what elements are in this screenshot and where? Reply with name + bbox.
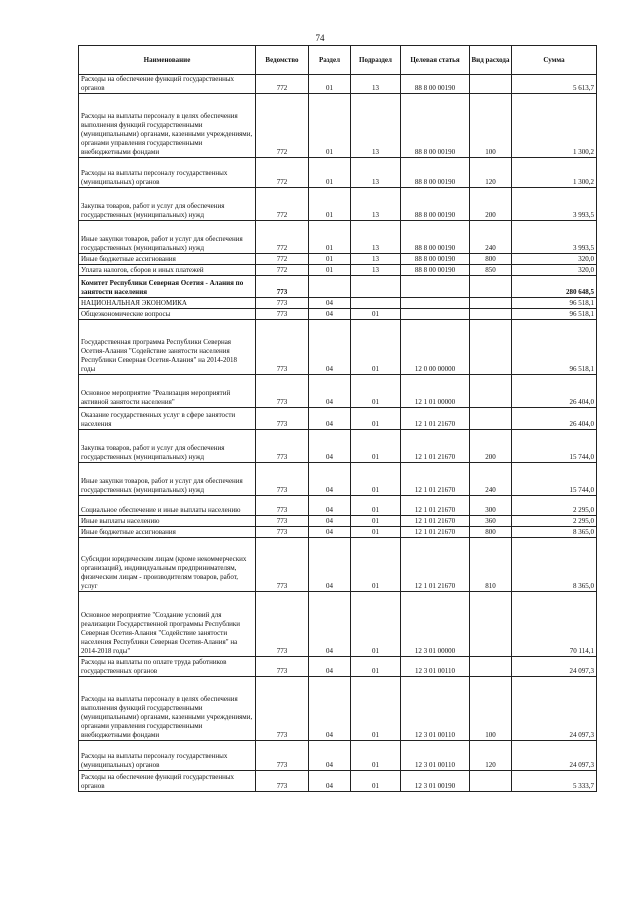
cell-summa: 5 613,7	[512, 75, 597, 94]
cell-razdel: 04	[309, 496, 351, 516]
cell-summa: 15 744,0	[512, 430, 597, 463]
cell-statya: 12 1 01 21670	[401, 496, 470, 516]
cell-ved: 773	[256, 463, 309, 496]
cell-name: Расходы на обеспечение функций государственных органов	[79, 771, 256, 792]
cell-ved: 773	[256, 430, 309, 463]
cell-statya	[401, 298, 470, 309]
cell-ved: 772	[256, 75, 309, 94]
cell-razdel: 04	[309, 538, 351, 592]
cell-vid: 810	[470, 538, 512, 592]
cell-vid: 240	[470, 463, 512, 496]
cell-ved: 773	[256, 375, 309, 408]
cell-razdel: 04	[309, 408, 351, 430]
cell-podrazdel: 01	[351, 408, 401, 430]
cell-ved: 773	[256, 677, 309, 741]
cell-podrazdel: 01	[351, 516, 401, 527]
cell-statya: 12 3 01 00110	[401, 657, 470, 677]
cell-summa: 96 518,1	[512, 320, 597, 375]
cell-razdel: 04	[309, 657, 351, 677]
cell-name: Социальное обеспечение и иные выплаты населению	[79, 496, 256, 516]
cell-vid: 200	[470, 430, 512, 463]
cell-statya	[401, 309, 470, 320]
table-row	[79, 516, 597, 527]
cell-razdel: 01	[309, 158, 351, 188]
cell-name: Общеэкономические вопросы	[79, 309, 256, 320]
cell-razdel: 04	[309, 463, 351, 496]
cell-vid: 100	[470, 677, 512, 741]
cell-statya: 88 8 00 00190	[401, 221, 470, 254]
cell-podrazdel	[351, 276, 401, 298]
cell-razdel: 04	[309, 320, 351, 375]
cell-razdel: 04	[309, 677, 351, 741]
cell-ved: 773	[256, 657, 309, 677]
cell-razdel: 04	[309, 592, 351, 657]
cell-vid	[470, 320, 512, 375]
cell-name: Расходы на выплаты персоналу государственных (муниципальных) органов	[79, 741, 256, 771]
cell-statya: 12 1 01 21670	[401, 430, 470, 463]
cell-name: Закупка товаров, работ и услуг для обеспечения государственных (муниципальных) нужд	[79, 188, 256, 221]
cell-podrazdel: 01	[351, 677, 401, 741]
header-vid: Вид расхода	[470, 46, 512, 75]
cell-vid	[470, 75, 512, 94]
cell-summa: 96 518,1	[512, 309, 597, 320]
cell-name: Основное мероприятие "Создание условий для реализации Государственной программы Республики Северная Осетия-Алания "Содействие занятости населения Республики Северная Осетия-Алания" на 2014-2018 годы"	[79, 592, 256, 657]
header-podrazdel: Подраздел	[351, 46, 401, 75]
cell-ved: 772	[256, 94, 309, 158]
cell-statya: 88 8 00 00190	[401, 94, 470, 158]
table-row	[79, 408, 597, 430]
cell-statya: 12 1 01 00000	[401, 375, 470, 408]
cell-name: Оказание государственных услуг в сфере занятости населения	[79, 408, 256, 430]
table-row	[79, 375, 597, 408]
cell-podrazdel	[351, 298, 401, 309]
cell-vid: 100	[470, 94, 512, 158]
cell-razdel: 04	[309, 298, 351, 309]
cell-vid	[470, 592, 512, 657]
table-row	[79, 527, 597, 538]
cell-razdel: 04	[309, 741, 351, 771]
cell-vid	[470, 408, 512, 430]
cell-name: Иные бюджетные ассигнования	[79, 527, 256, 538]
cell-name: Расходы на выплаты персоналу в целях обеспечения выполнения функций государственными (муниципальными) органами, казенными учреждениями, органами управления государственными внебюджетными фондами	[79, 677, 256, 741]
cell-razdel: 01	[309, 94, 351, 158]
cell-vid	[470, 771, 512, 792]
header-summa: Сумма	[512, 46, 597, 75]
cell-summa: 24 097,3	[512, 657, 597, 677]
cell-podrazdel: 01	[351, 375, 401, 408]
table-row	[79, 94, 597, 158]
cell-statya: 12 1 01 21670	[401, 516, 470, 527]
cell-podrazdel: 01	[351, 657, 401, 677]
cell-statya: 12 0 00 00000	[401, 320, 470, 375]
cell-ved: 773	[256, 516, 309, 527]
cell-summa: 96 518,1	[512, 298, 597, 309]
cell-podrazdel: 01	[351, 320, 401, 375]
cell-summa: 15 744,0	[512, 463, 597, 496]
cell-razdel: 04	[309, 527, 351, 538]
cell-statya: 12 1 01 21670	[401, 408, 470, 430]
cell-statya: 12 3 01 00000	[401, 592, 470, 657]
cell-summa: 2 295,0	[512, 496, 597, 516]
cell-podrazdel: 01	[351, 463, 401, 496]
cell-razdel: 04	[309, 309, 351, 320]
table-row	[79, 741, 597, 771]
table-row	[79, 463, 597, 496]
cell-name: НАЦИОНАЛЬНАЯ ЭКОНОМИКА	[79, 298, 256, 309]
cell-podrazdel: 13	[351, 158, 401, 188]
cell-vid: 800	[470, 254, 512, 265]
cell-vid: 240	[470, 221, 512, 254]
cell-ved: 773	[256, 538, 309, 592]
cell-summa: 26 404,0	[512, 375, 597, 408]
cell-razdel: 01	[309, 221, 351, 254]
cell-ved: 773	[256, 771, 309, 792]
cell-podrazdel: 13	[351, 265, 401, 276]
cell-podrazdel: 13	[351, 94, 401, 158]
cell-name: Иные выплаты населению	[79, 516, 256, 527]
cell-podrazdel: 01	[351, 430, 401, 463]
cell-name: Иные закупки товаров, работ и услуг для обеспечения государственных (муниципальных) нужд	[79, 221, 256, 254]
table-row	[79, 221, 597, 254]
cell-ved: 772	[256, 188, 309, 221]
cell-ved: 773	[256, 741, 309, 771]
cell-name: Закупка товаров, работ и услуг для обеспечения государственных (муниципальных) нужд	[79, 430, 256, 463]
cell-ved: 772	[256, 221, 309, 254]
cell-ved: 772	[256, 265, 309, 276]
cell-name: Расходы на выплаты по оплате труда работников государственных органов	[79, 657, 256, 677]
cell-podrazdel: 01	[351, 496, 401, 516]
table-row	[79, 538, 597, 592]
cell-statya: 88 8 00 00190	[401, 254, 470, 265]
cell-summa: 24 097,3	[512, 677, 597, 741]
budget-table	[78, 45, 597, 792]
cell-name: Основное мероприятие "Реализация мероприятий активной занятости населения"	[79, 375, 256, 408]
cell-statya: 88 8 00 00190	[401, 75, 470, 94]
cell-vid	[470, 657, 512, 677]
cell-ved: 773	[256, 298, 309, 309]
cell-summa: 3 993,5	[512, 221, 597, 254]
cell-summa: 8 365,0	[512, 538, 597, 592]
cell-ved: 773	[256, 408, 309, 430]
table-row	[79, 320, 597, 375]
cell-vid: 300	[470, 496, 512, 516]
cell-name: Расходы на выплаты персоналу в целях обеспечения выполнения функций государственными (муниципальными) органами, казенными учреждениями, органами управления государственными внебюджетными фондами	[79, 94, 256, 158]
cell-statya: 12 1 01 21670	[401, 538, 470, 592]
cell-vid: 360	[470, 516, 512, 527]
cell-ved: 773	[256, 276, 309, 298]
cell-podrazdel: 01	[351, 771, 401, 792]
cell-podrazdel: 01	[351, 741, 401, 771]
cell-name: Комитет Республики Северная Осетия - Алания по занятости населения	[79, 276, 256, 298]
cell-statya: 12 3 01 00190	[401, 771, 470, 792]
table-row	[79, 158, 597, 188]
table-row	[79, 657, 597, 677]
header-ved: Ведомство	[256, 46, 309, 75]
cell-statya: 12 1 01 21670	[401, 527, 470, 538]
cell-podrazdel: 01	[351, 309, 401, 320]
cell-razdel: 01	[309, 254, 351, 265]
cell-vid: 120	[470, 741, 512, 771]
cell-razdel: 04	[309, 375, 351, 408]
table-row	[79, 677, 597, 741]
header-razdel: Раздел	[309, 46, 351, 75]
cell-summa: 2 295,0	[512, 516, 597, 527]
cell-summa: 320,0	[512, 265, 597, 276]
table-row	[79, 430, 597, 463]
cell-name: Иные закупки товаров, работ и услуг для обеспечения государственных (муниципальных) нужд	[79, 463, 256, 496]
cell-summa: 5 333,7	[512, 771, 597, 792]
table-row	[79, 75, 597, 94]
cell-vid	[470, 276, 512, 298]
cell-summa: 8 365,0	[512, 527, 597, 538]
cell-vid: 120	[470, 158, 512, 188]
cell-summa: 320,0	[512, 254, 597, 265]
cell-razdel	[309, 276, 351, 298]
cell-ved: 773	[256, 527, 309, 538]
cell-summa: 3 993,5	[512, 188, 597, 221]
cell-podrazdel: 13	[351, 254, 401, 265]
cell-podrazdel: 01	[351, 592, 401, 657]
cell-razdel: 01	[309, 265, 351, 276]
cell-name: Иные бюджетные ассигнования	[79, 254, 256, 265]
cell-statya: 12 3 01 00110	[401, 677, 470, 741]
cell-name: Субсидии юридическим лицам (кроме некоммерческих организаций), индивидуальным предпринимателям, физическим лицам - производителям товаров, работ, услуг	[79, 538, 256, 592]
cell-razdel: 04	[309, 430, 351, 463]
table-row	[79, 265, 597, 276]
cell-vid: 800	[470, 527, 512, 538]
cell-name: Расходы на выплаты персоналу государственных (муниципальных) органов	[79, 158, 256, 188]
cell-vid	[470, 298, 512, 309]
cell-statya: 12 1 01 21670	[401, 463, 470, 496]
table-row	[79, 188, 597, 221]
cell-name: Расходы на обеспечение функций государственных органов	[79, 75, 256, 94]
cell-podrazdel: 01	[351, 527, 401, 538]
cell-vid: 850	[470, 265, 512, 276]
cell-podrazdel: 13	[351, 221, 401, 254]
cell-summa: 1 300,2	[512, 158, 597, 188]
cell-statya: 88 8 00 00190	[401, 188, 470, 221]
table-row	[79, 276, 597, 298]
cell-vid	[470, 375, 512, 408]
header-name: Наименование	[79, 46, 256, 75]
cell-vid	[470, 309, 512, 320]
cell-summa: 70 114,1	[512, 592, 597, 657]
cell-ved: 772	[256, 158, 309, 188]
cell-ved: 773	[256, 309, 309, 320]
header-row	[79, 46, 597, 75]
table-row	[79, 592, 597, 657]
cell-razdel: 01	[309, 75, 351, 94]
cell-statya: 88 8 00 00190	[401, 265, 470, 276]
cell-vid: 200	[470, 188, 512, 221]
cell-ved: 773	[256, 592, 309, 657]
table-row	[79, 309, 597, 320]
cell-podrazdel: 01	[351, 538, 401, 592]
cell-ved: 773	[256, 496, 309, 516]
cell-statya: 88 8 00 00190	[401, 158, 470, 188]
cell-summa: 24 097,3	[512, 741, 597, 771]
header-statya: Целевая статья	[401, 46, 470, 75]
page-number: 74	[315, 33, 325, 43]
cell-statya: 12 3 01 00110	[401, 741, 470, 771]
cell-summa: 26 404,0	[512, 408, 597, 430]
cell-razdel: 04	[309, 516, 351, 527]
cell-razdel: 04	[309, 771, 351, 792]
cell-statya	[401, 276, 470, 298]
cell-ved: 773	[256, 320, 309, 375]
cell-summa: 280 648,5	[512, 276, 597, 298]
cell-podrazdel: 13	[351, 188, 401, 221]
cell-podrazdel: 13	[351, 75, 401, 94]
table-row	[79, 298, 597, 309]
cell-razdel: 01	[309, 188, 351, 221]
cell-name: Государственная программа Республики Северная Осетия-Алания "Содействие занятости населения Республики Северная Осетия-Алания" на 2014-2018 годы	[79, 320, 256, 375]
cell-ved: 772	[256, 254, 309, 265]
cell-name: Уплата налогов, сборов и иных платежей	[79, 265, 256, 276]
table-row	[79, 771, 597, 792]
table-row	[79, 496, 597, 516]
table-row	[79, 254, 597, 265]
cell-summa: 1 300,2	[512, 94, 597, 158]
